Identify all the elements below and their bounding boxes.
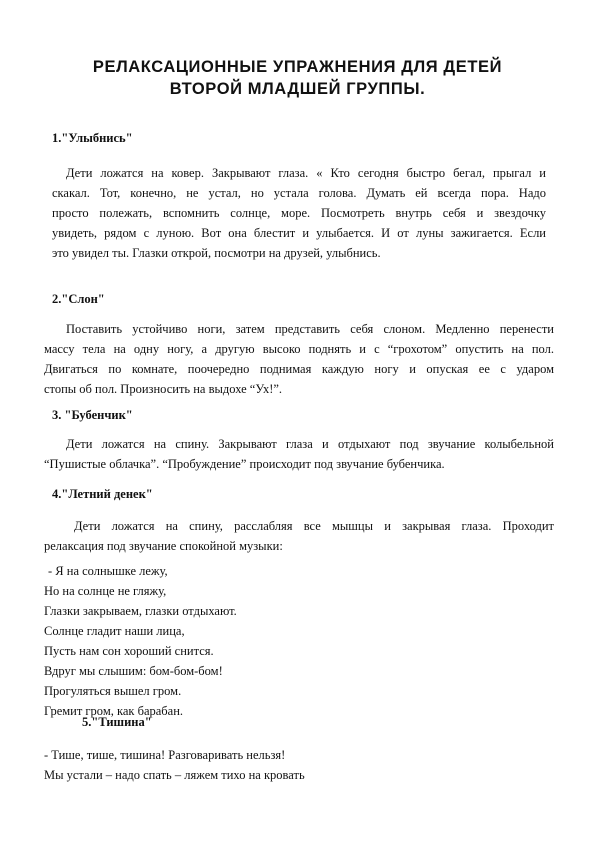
- poem-line: Гремит гром, как барабан.: [44, 704, 184, 718]
- poem-summer-day: [44, 561, 237, 721]
- text-line: это увидел ты. Глазки открой, посмотри на друзей, улыбнись.: [52, 246, 381, 260]
- text-line: релаксация под звучание спокойной музыки:: [44, 539, 283, 553]
- section-text-silence: [44, 745, 305, 785]
- text-line: массу тела на одну ногу, а другую высоко поднять и с “грохотом” опустить на пол.: [44, 342, 554, 356]
- section-text-smile: [52, 163, 546, 263]
- poem-line: - Я на солнышке лежу,: [48, 564, 168, 578]
- text-line: скакал. Тот, конечно, не устал, но устала голова. Думать ей всегда пора. Надо: [52, 186, 546, 200]
- poem-line: Глазки закрываем, глазки отдыхают.: [44, 604, 237, 618]
- poem-line: Пусть нам сон хороший снится.: [44, 644, 214, 658]
- text-line: Дети ложатся на спину. Закрывают глаза и отдыхают под звучание колыбельной: [66, 437, 554, 451]
- section-heading-silence: 5."Тишина": [82, 715, 152, 729]
- poem-line: Прогуляться вышел гром.: [44, 684, 182, 698]
- section-heading-summer-day: 4."Летний денек": [52, 487, 153, 501]
- section-heading-elephant: 2."Слон": [52, 292, 105, 306]
- text-line: - Тише, тише, тишина! Разговаривать нельзя!: [44, 748, 286, 762]
- section-text-summer-day: [44, 516, 554, 556]
- text-line: стопы об пол. Произносить на выдохе “Ух!”.: [44, 382, 283, 396]
- section-text-bell: [44, 434, 554, 474]
- text-line: просто полежать, вспомнить солнце, море. Посмотреть внутрь себя и звездочку: [52, 206, 546, 220]
- text-line: увидеть, рядом с луною. Вот она блестит и улыбается. И от луны зажигается. Если: [52, 226, 546, 240]
- poem-line: Но на солнце не гляжу,: [44, 584, 167, 598]
- text-line: “Пушистые облачка”. “Пробуждение” происходит под звучание бубенчика.: [44, 457, 445, 471]
- text-line: Дети ложатся на спину, расслабляя все мышцы и закрывая глаза. Проходит: [74, 519, 554, 533]
- text-line: Дети ложатся на ковер. Закрывают глаза. « Кто сегодня быстро бегал, прыгал и: [66, 166, 546, 180]
- section-text-elephant: [44, 319, 554, 399]
- poem-line: Солнце гладит наши лица,: [44, 624, 185, 638]
- poem-line: Вдруг мы слышим: бом-бом-бом!: [44, 664, 223, 678]
- text-line: Мы устали – надо спать – ляжем тихо на кровать: [44, 768, 305, 782]
- text-line: Поставить устойчиво ноги, затем представить себя слоном. Медленно перенести: [66, 322, 554, 336]
- section-heading-smile: 1."Улыбнись": [52, 131, 133, 145]
- text-line: Двигаться по комнате, поочередно поднимая каждую ногу и опуская ее с ударом: [44, 362, 554, 376]
- page-title-line-1: РЕЛАКСАЦИОННЫЕ УПРАЖНЕНИЯ ДЛЯ ДЕТЕЙ: [92, 58, 503, 76]
- page-title-line-2: ВТОРОЙ МЛАДШЕЙ ГРУППЫ.: [169, 80, 426, 98]
- section-heading-bell: 3. "Бубенчик": [52, 408, 133, 422]
